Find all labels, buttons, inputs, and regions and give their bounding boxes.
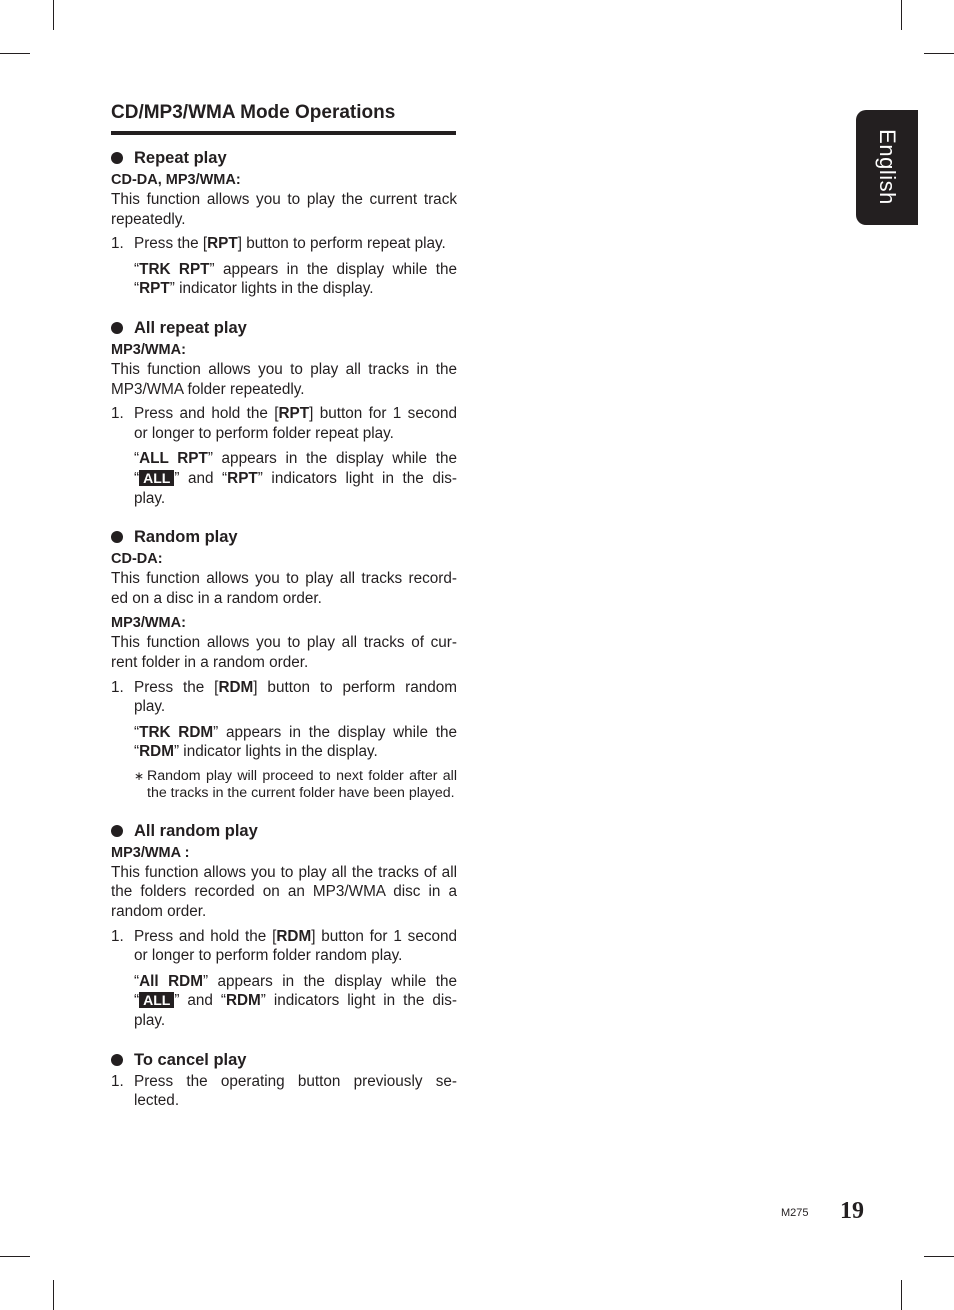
section-heading [111,318,457,338]
repeat-play-section [111,148,457,299]
section-heading [111,1050,457,1070]
crop-mark [924,1256,954,1257]
step-number: 1. [111,1072,124,1090]
heading-text: Repeat play [134,149,227,167]
step-number: 1. [111,927,124,945]
subheading: MP3/WMA: [111,615,186,632]
crop-mark [53,0,54,30]
step [111,927,457,966]
cancel-play-section [111,1050,457,1111]
content-column [111,148,457,1130]
heading-text: All repeat play [134,318,247,337]
button-key: RPT [207,235,238,253]
subheading: CD-DA: [111,551,163,568]
subheading: MP3/WMA: [111,341,186,358]
crop-mark [0,53,30,54]
description: This function allows you to play all the tracks of all the folders recorded on an MP3/WMA disc in a random order. [111,863,457,921]
description: This function allows you to play the current track repeatedly. [111,191,457,228]
step-text: Press and hold the [RPT] button for 1 second or longer to perform folder repeat play. [134,405,458,442]
all-repeat-play-section [111,318,457,508]
step [111,1072,457,1111]
heading-text: To cancel play [134,1050,247,1069]
crop-mark [0,1256,30,1257]
description: This function allows you to play all tracks of cur-rent folder in a random order. [111,634,457,671]
section-heading [111,821,457,841]
heading-text: Random play [134,528,238,547]
language-tab-label: English [875,129,900,205]
button-key: RDM [218,678,254,696]
section-heading [111,148,457,168]
asterisk-icon: ∗ [134,768,145,783]
footnote [111,768,457,802]
step-text: Press the operating button previously se-lected. [134,1072,457,1110]
subheading: CD-DA, MP3/WMA: [111,172,241,188]
display-note: “All RDM” appears in the display while the “ ALL ” and “RDM” indicators light in the dis-play. [134,972,457,1030]
bullet-icon [111,322,123,334]
step-text: Press the [RPT] button to perform repeat play. [134,235,446,253]
bullet-icon [111,531,123,543]
random-play-section [111,527,457,802]
crop-mark [901,1280,902,1310]
model-code: M275 [781,1207,809,1219]
all-indicator-chip: ALL [139,992,174,1008]
button-key: RDM [276,927,312,945]
all-random-play-section [111,821,457,1031]
section-title: CD/MP3/WMA Mode Operations [111,101,456,135]
step-text: Press and hold the [RDM] button for 1 second or longer to perform folder random play. [134,927,457,965]
crop-mark [924,53,954,54]
section-heading [111,527,457,547]
step-number: 1. [111,405,124,423]
step-number: 1. [111,235,124,253]
display-note: “ALL RPT” appears in the display while the “ ALL ” and “RPT” indicators light in the dis-play. [134,450,457,507]
step-number: 1. [111,678,124,696]
footnote-text: Random play will proceed to next folder after all the tracks in the current folder have been played. [147,767,457,801]
bullet-icon [111,1054,123,1066]
all-indicator-chip: ALL [139,470,174,486]
description: This function allows you to play all tracks record-ed on a disc in a random order. [111,570,457,607]
subheading: MP3/WMA : [111,844,190,861]
step [111,234,457,254]
page-number: 19 [840,1198,864,1224]
description: This function allows you to play all tracks in the MP3/WMA folder repeatedly. [111,360,457,398]
step-text: Press the [RDM] button to perform random play. [134,678,458,716]
bullet-icon [111,825,123,837]
crop-mark [53,1280,54,1310]
step [111,678,457,717]
button-key: RPT [278,405,310,423]
display-note: “TRK RDM” appears in the display while the “RDM” indicator lights in the display. [134,723,457,761]
language-tab [856,110,918,225]
crop-mark [901,0,902,30]
step [111,404,457,443]
display-note: “TRK RPT” appears in the display while the “RPT” indicator lights in the display. [134,260,457,298]
bullet-icon [111,152,123,164]
heading-text: All random play [134,821,258,840]
